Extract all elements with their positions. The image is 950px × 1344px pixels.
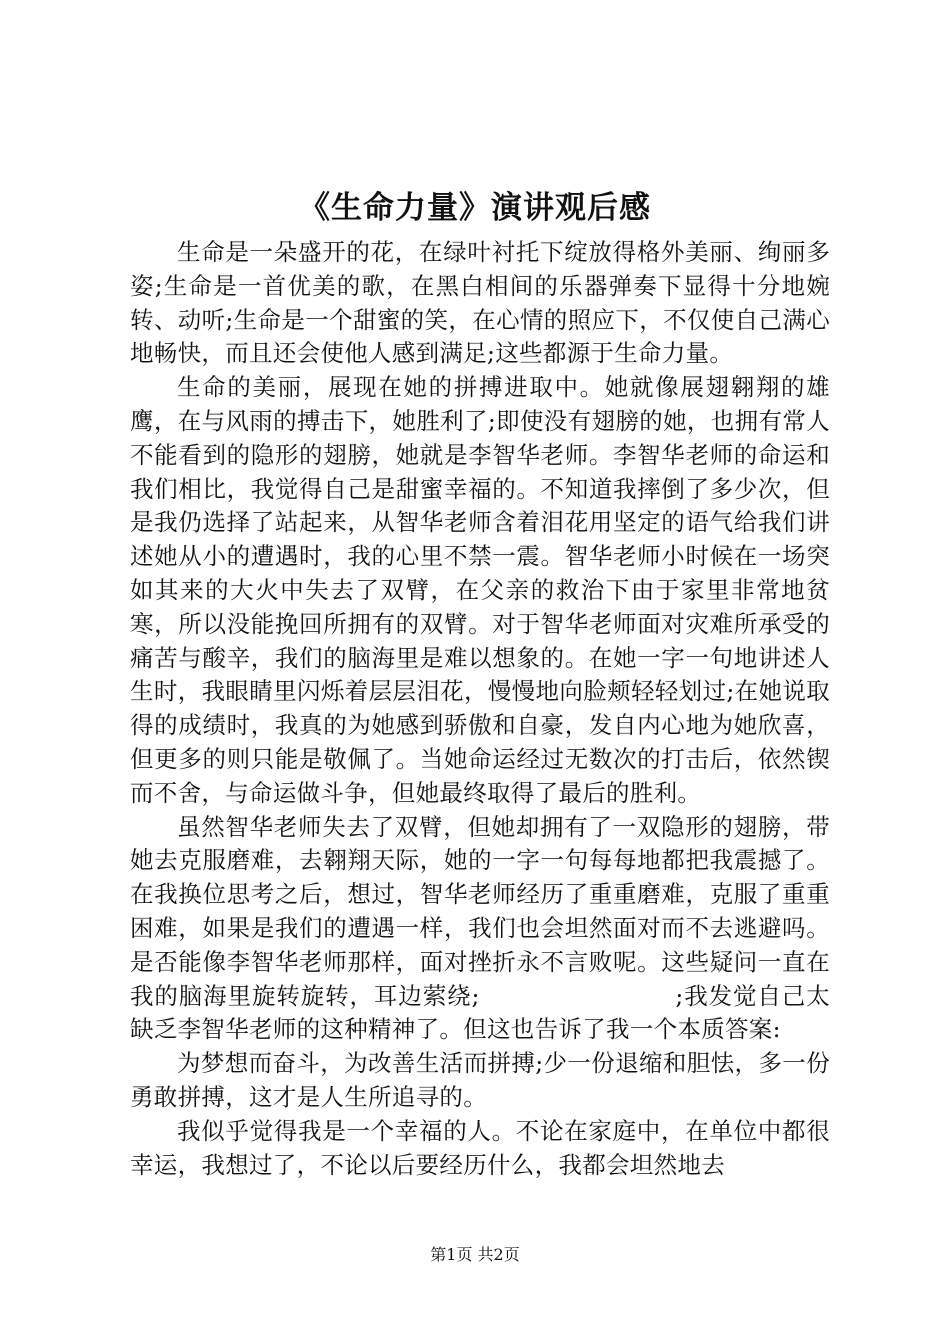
document-title: 《生命力量》演讲观后感 (299, 190, 651, 226)
page-number-footer: 第1页 共2页 (430, 1245, 520, 1264)
paragraph-5: 我似乎觉得我是一个幸福的人。不论在家庭中，在单位中都很幸运，我想过了，不论以后要经历什么，我都会坦然地去 (130, 1116, 830, 1179)
paragraph-2: 生命的美丽，展现在她的拼搏进取中。她就像展翅翱翔的雄鹰，在与风雨的搏击下，她胜利了;即使没有翅膀的她，也拥有常人不能看到的隐形的翅膀，她就是李智华老师。李智华老师的命运和我们相比，我觉得自己是甜蜜幸福的。不知道我摔倒了多少次，但是我仍选择了站起来，从智华老师含着泪花用坚定的语气给我们讲述她从小的遭遇时，我的心里不禁一震。智华老师小时候在一场突如其来的大火中失去了双臂，在父亲的救治下由于家里非常地贫寒，所以没能挽回所拥有的双臂。对于智华老师面对灾难所承受的痛苦与酸辛，我们的脑海里是难以想象的。在她一字一句地讲述人生时，我眼睛里闪烁着层层泪花，慢慢地向脸颊轻轻划过;在她说取得的成绩时，我真的为她感到骄傲和自豪，发自内心地为她欣喜，但更多的则只能是敬佩了。当她命运经过无数次的打击后，依然锲而不舍，与命运做斗争，但她最终取得了最后的胜利。 (130, 373, 830, 807)
paragraph-4: 为梦想而奋斗，为改善生活而拼搏;少一份退缩和胆怯，多一份勇敢拼搏，这才是人生所追寻的。 (130, 1049, 830, 1111)
document-body (130, 236, 830, 1182)
paragraph-3: 虽然智华老师失去了双臂，但她却拥有了一双隐形的翅膀，带她去克服磨难，去翱翔天际，她的一字一句每每地都把我震撼了。在我换位思考之后，想过，智华老师经历了重重磨难，克服了重重困难，如果是我们的遭遇一样，我们也会坦然面对而不去逃避吗。是否能像李智华老师那样，面对挫折永不言败呢。这些疑问一直在我的脑海里旋转旋转，耳边萦绕; ;我发觉自己太缺乏李智华老师的这种精神了。但这也告诉了我一个本质答案: (130, 812, 830, 1044)
paragraph-1: 生命是一朵盛开的花，在绿叶衬托下绽放得格外美丽、绚丽多姿;生命是一首优美的歌，在黑白相间的乐器弹奏下显得十分地婉转、动听;生命是一个甜蜜的笑，在心情的照应下，不仅使自己满心地畅快，而且还会使他人感到满足;这些都源于生命力量。 (130, 238, 830, 368)
